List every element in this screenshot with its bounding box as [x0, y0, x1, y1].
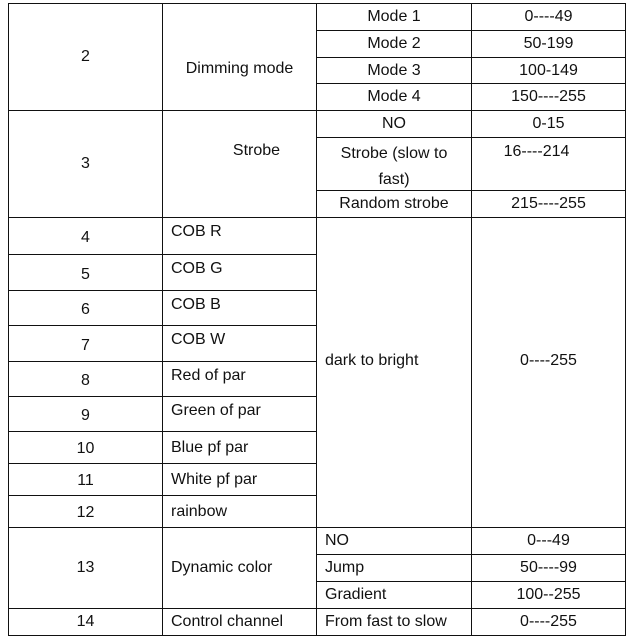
function-cell [162, 361, 317, 397]
dmx-value: 16----214 [503, 143, 570, 160]
sub-label: Strobe (slow to fast) [340, 145, 448, 188]
sub-label-cell [316, 110, 472, 138]
dmx-value: 0-15 [532, 115, 565, 132]
channel-number: 14 [76, 613, 95, 630]
dmx-value: 215----255 [511, 195, 586, 212]
function-label: rainbow [171, 502, 228, 520]
sub-label: Gradient [325, 586, 387, 603]
function-label: Red of par [171, 367, 246, 384]
function-cell [162, 290, 317, 326]
function-label: COB B [171, 296, 221, 313]
channel-number-cell [8, 3, 163, 111]
channel-number: 4 [81, 229, 90, 246]
function-label: Dynamic color [171, 559, 273, 576]
function-cell [162, 325, 317, 362]
function-cell [162, 608, 317, 636]
sub-label-cell [316, 57, 472, 84]
value-cell [471, 608, 626, 636]
function-label: COB G [171, 260, 223, 277]
function-label: Dimming mode [185, 60, 294, 77]
function-cell [162, 217, 317, 255]
dmx-value: 0----49 [524, 8, 573, 25]
sub-label-cell [316, 83, 472, 111]
channel-number-cell [8, 431, 163, 464]
sub-label: NO [325, 532, 349, 549]
channel-number: 9 [81, 407, 90, 424]
channel-number: 7 [81, 336, 90, 354]
function-cell [162, 463, 317, 496]
sub-label: NO [382, 115, 406, 132]
channel-number-cell [8, 527, 163, 609]
channel-number: 5 [81, 265, 90, 283]
sub-label-cell [316, 608, 472, 636]
sub-label-cell [316, 30, 472, 58]
dmx-value: 0----255 [520, 613, 577, 630]
function-label: Green of par [171, 402, 261, 419]
sub-label: Jump [325, 559, 365, 576]
sub-label-cell [316, 581, 472, 609]
channel-number-cell [8, 217, 163, 255]
dmx-value: 100--255 [516, 586, 581, 603]
value-cell [471, 83, 626, 111]
function-cell [162, 110, 317, 218]
value-cell [471, 57, 626, 84]
dmx-value: 0---49 [527, 532, 570, 549]
channel-number-cell [8, 495, 163, 528]
channel-number: 2 [81, 48, 90, 65]
channel-number-cell [8, 361, 163, 397]
channel-number: 6 [81, 301, 90, 318]
value-cell [471, 30, 626, 58]
value-cell [471, 190, 626, 218]
channel-number: 10 [76, 440, 95, 457]
dmx-value: 50----99 [520, 559, 577, 576]
function-cell [162, 254, 317, 291]
sub-label-cell [316, 554, 472, 582]
value-cell [471, 110, 626, 138]
channel-number: 13 [76, 559, 95, 576]
dmx-value: 150----255 [511, 88, 586, 105]
sub-label-cell [316, 190, 472, 218]
function-cell [162, 3, 317, 111]
value-cell [471, 3, 626, 31]
value-cell [471, 527, 626, 555]
channel-number: 3 [81, 155, 90, 172]
shared-description: dark to bright [325, 351, 419, 369]
channel-number-cell [8, 290, 163, 326]
value-cell [471, 581, 626, 609]
sub-label: Random strobe [339, 195, 449, 212]
channel-number: 11 [77, 472, 94, 489]
sub-label-cell [316, 527, 472, 555]
value-cell [471, 554, 626, 582]
function-cell [162, 495, 317, 528]
dmx-value: 50-199 [523, 35, 574, 52]
function-cell [162, 431, 317, 464]
channel-number: 12 [76, 504, 95, 521]
sub-label: Mode 3 [367, 61, 421, 79]
shared-value: 0----255 [520, 351, 577, 369]
function-label: COB R [171, 223, 222, 240]
channel-number-cell [8, 396, 163, 432]
sub-label-cell [316, 3, 472, 31]
shared-description-cell [316, 217, 472, 528]
channel-number: 8 [81, 372, 90, 389]
sub-label: Mode 4 [367, 88, 421, 105]
sub-label: Mode 1 [367, 8, 421, 25]
shared-value-cell [471, 217, 626, 528]
function-label: COB W [171, 331, 226, 348]
sub-label-cell [316, 137, 472, 191]
dmx-value: 100-149 [519, 61, 578, 79]
channel-number-cell [8, 254, 163, 291]
channel-number-cell [8, 110, 163, 218]
sub-label: Mode 2 [367, 35, 421, 52]
function-cell [162, 396, 317, 432]
channel-number-cell [8, 325, 163, 362]
function-label: Control channel [171, 613, 284, 630]
channel-number-cell [8, 463, 163, 496]
function-label: Strobe [232, 142, 281, 159]
value-cell [471, 137, 626, 191]
channel-number-cell [8, 608, 163, 636]
function-label: White pf par [171, 470, 258, 488]
function-label: Blue pf par [171, 438, 249, 456]
sub-label: From fast to slow [325, 613, 447, 630]
function-cell [162, 527, 317, 609]
